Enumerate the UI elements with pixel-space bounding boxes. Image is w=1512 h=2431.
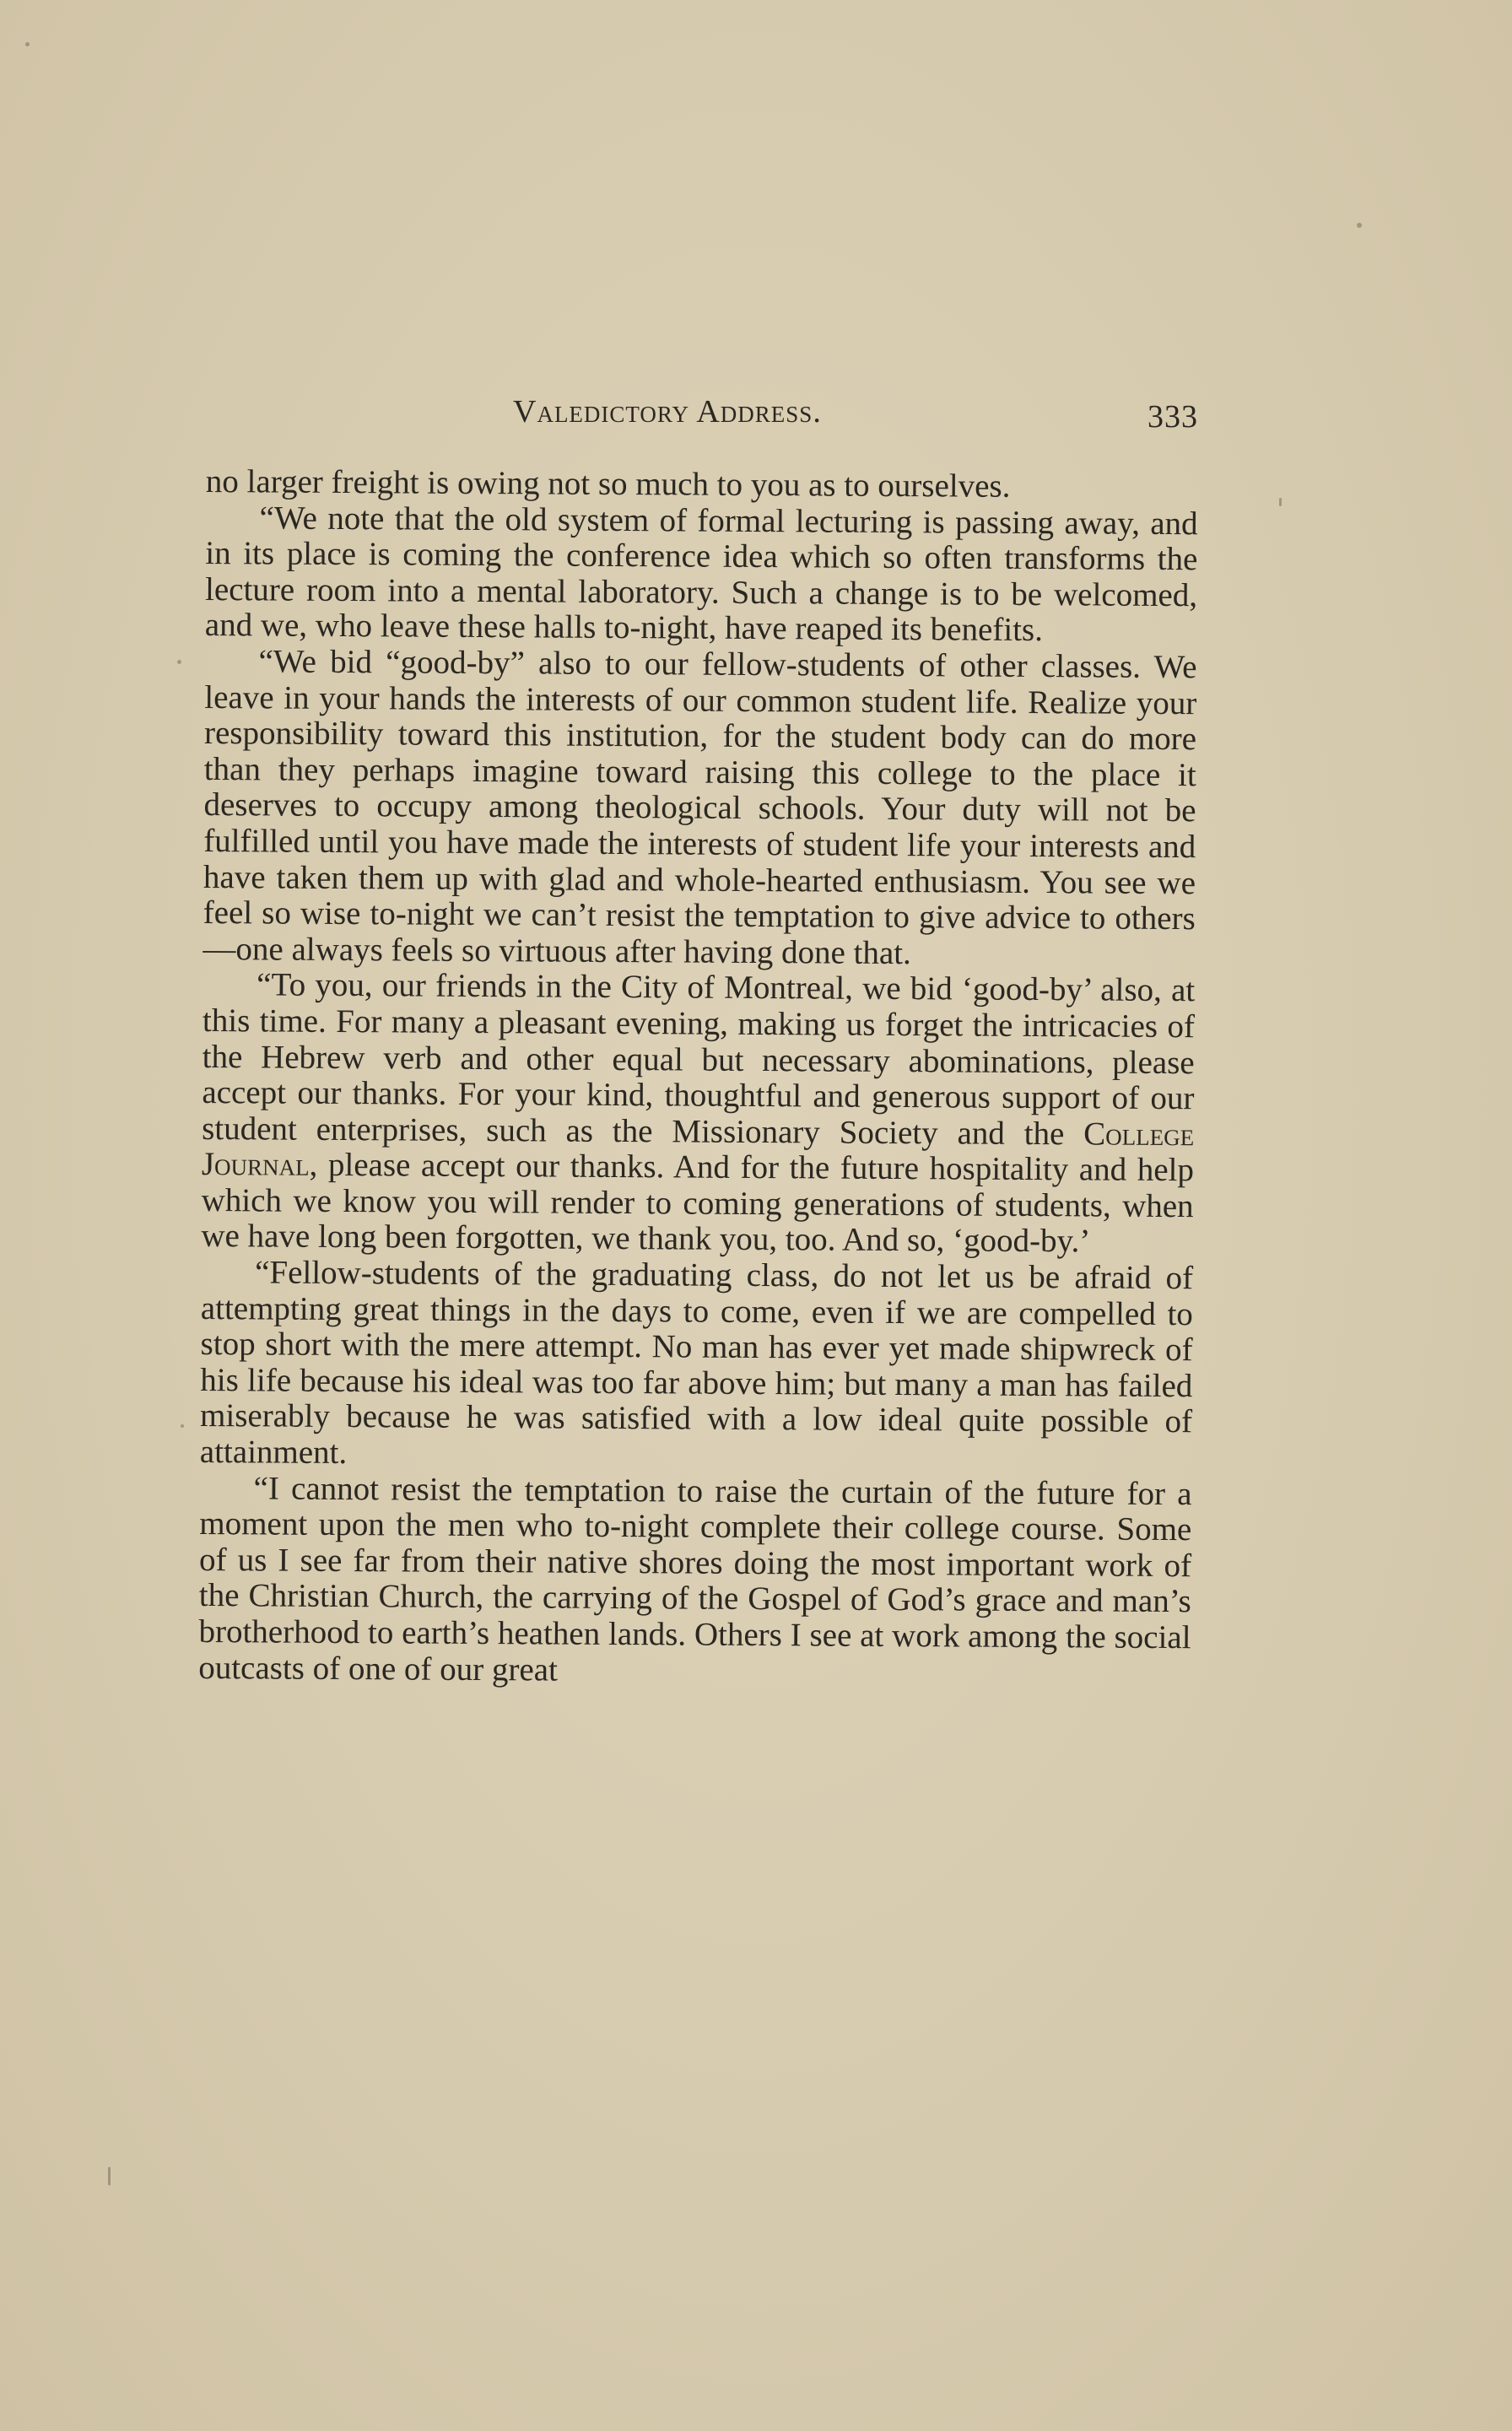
paper-speck (1279, 498, 1282, 506)
paragraph-fellow-students: “We bid “good-by” also to our fellow-students of other classes. We leave in your hands the interests of our common student life. Realize your responsibility toward this institution, for the student body can do more than they perhaps imagine toward raising this college to the place it deserves to occupy among theological schools. Your duty will not be fulfilled until you have made the interests of student life your interests and have taken them up with glad and whole-hearted enthusiasm. You see we feel so wise to-night we can’t resist the temptation to give advice to others—one always feels so virtuous after having done that. (202, 643, 1197, 971)
paragraph-continuation: no larger freight is owing not so much to you as to ourselves. (205, 463, 1011, 505)
body-text (198, 464, 1198, 1692)
paragraph-conference-idea: “We note that the old system of formal lecturing is passing away, and in its place is coming the conference idea which so often transforms the lecture room into a mental laboratory. Such a change is to be welcomed, and we, who leave these halls to-night, have reaped its benefits. (204, 499, 1198, 649)
paper-speck (1357, 223, 1362, 228)
paper-speck (108, 2167, 111, 2185)
paper-speck (177, 660, 181, 664)
paper-speck (25, 42, 30, 46)
paragraph-future: “I cannot resist the temptation to raise the curtain of the future for a moment upon the men who to-night complete their college course. Some of us I see far from their native shores doing the most important work of the Christian Church, the carrying of the Gospel of God’s grace and man’s brotherhood to earth’s heathen lands. Others I see at work among the social outcasts of one of our great (198, 1469, 1192, 1688)
page-number: 333 (1148, 399, 1198, 435)
paragraph-montreal-part-1: “To you, our friends in the City of Montreal, we bid ‘good-by’ also, at this time. For many a pleasant evening, making us forget the intricacies of the Hebrew verb and other equal but necessary abominations, please accept our thanks. For your kind, thoughtful and generous support of our student enterprises, such as the Missionary Society and the (202, 966, 1196, 1152)
running-head: Valedictory Address. (513, 394, 822, 429)
paragraph-graduating-class: “Fellow-students of the graduating class, do not let us be afraid of attempting great things in the days to come, even if we are compelled to stop short with the mere attempt. No man has ever yet made shipwreck of his life because his ideal was too far above him; but many a man has failed miserably because he was satisfied with a low ideal quite possible of attainment. (199, 1254, 1194, 1472)
college-journal-title: College Journal (201, 1116, 1195, 1184)
page-header (206, 393, 1198, 444)
paragraph-montreal-friends (201, 967, 1195, 1261)
paragraph-montreal-part-2: , please accept our thanks. And for the future hospitality and help which we know you will render to coming generations of students, when we have long been forgotten, we thank you, too. And so, ‘good-by.’ (201, 1147, 1195, 1260)
paper-speck (181, 1424, 184, 1428)
